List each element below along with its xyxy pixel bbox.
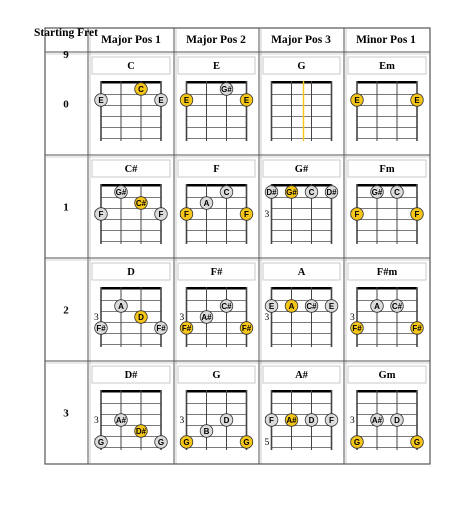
dot-note-label: C — [308, 187, 315, 197]
root-note-dot — [240, 94, 253, 107]
root-note-dot — [135, 425, 148, 438]
note-dot — [220, 414, 233, 427]
chord-name: Fm — [379, 164, 395, 175]
fretboard-nut — [101, 81, 161, 84]
note-dot — [265, 186, 278, 199]
dot-note-label: F — [414, 209, 420, 219]
dot-note-label: E — [354, 95, 360, 105]
note-dot — [325, 300, 338, 313]
dot-note-label: C — [223, 187, 230, 197]
chord-diagram — [178, 366, 255, 450]
fretboard-nut — [272, 287, 332, 290]
dot-note-label: F — [269, 415, 274, 425]
root-note-dot — [411, 436, 424, 449]
fretboard-nut — [272, 390, 332, 393]
dot-note-label: G — [243, 437, 250, 447]
header-col-2: Major Pos 2 — [186, 34, 246, 46]
dot-note-label: F# — [352, 323, 362, 333]
chord-diagram — [92, 57, 170, 141]
root-note-dot — [240, 208, 253, 221]
dot-note-label: A — [118, 301, 124, 311]
root-note-dot — [351, 208, 364, 221]
root-note-dot — [180, 322, 193, 335]
chord-name: F#m — [376, 267, 398, 278]
note-dot — [155, 436, 168, 449]
note-dot — [391, 186, 404, 199]
chord-name: F — [213, 164, 220, 175]
fretboard-nut — [357, 184, 417, 187]
fretboard-nut — [101, 184, 161, 187]
note-dot — [155, 208, 168, 221]
chord-diagram — [92, 263, 170, 347]
fret-position-number: 3 — [94, 416, 99, 426]
root-note-dot — [240, 322, 253, 335]
dot-note-label: D — [138, 312, 144, 322]
fretboard-nut — [272, 184, 332, 187]
fretboard-nut — [357, 287, 417, 290]
chord-name: Gm — [378, 370, 396, 381]
root-note-dot — [180, 94, 193, 107]
dot-note-label: F# — [412, 323, 422, 333]
note-dot — [115, 300, 128, 313]
dot-note-label: D# — [326, 187, 337, 197]
note-dot — [95, 208, 108, 221]
chord-diagram — [92, 160, 170, 244]
fretboard-nut — [187, 184, 247, 187]
root-note-dot — [180, 436, 193, 449]
note-dot — [391, 300, 404, 313]
dot-note-label: C — [394, 187, 400, 197]
dot-note-label: E — [158, 95, 164, 105]
chord-name: F# — [210, 267, 223, 278]
note-dot — [200, 425, 213, 438]
note-dot — [325, 186, 338, 199]
fret-position-number: 3 — [264, 313, 270, 323]
dot-note-label: C# — [135, 198, 147, 208]
chord-name: A# — [295, 370, 308, 381]
note-dot — [305, 186, 318, 199]
dot-note-label: G# — [221, 84, 232, 94]
chord-diagram — [348, 263, 426, 347]
root-note-dot — [351, 436, 364, 449]
fret-position-number: 3 — [350, 313, 355, 323]
dot-note-label: D — [394, 415, 400, 425]
note-dot — [200, 197, 213, 210]
row-start-fret-label: 3 — [63, 407, 69, 420]
row-start-fret-label: 1 — [63, 201, 69, 214]
chord-name: C# — [124, 164, 138, 175]
fret-position-number: 3 — [350, 416, 355, 426]
dot-note-label: G# — [371, 187, 383, 197]
note-dot — [200, 311, 213, 324]
dot-note-label: B — [203, 426, 210, 436]
note-dot — [305, 300, 318, 313]
dot-note-label: F — [158, 209, 164, 219]
chord-diagram — [178, 160, 255, 244]
note-dot — [305, 414, 318, 427]
root-note-dot — [411, 322, 424, 335]
dot-note-label: A# — [115, 415, 127, 425]
table-border — [45, 28, 430, 464]
dot-note-label: E — [414, 95, 420, 105]
dot-note-label: G — [183, 437, 190, 447]
note-dot — [371, 414, 384, 427]
dot-note-label: E — [243, 95, 250, 105]
root-note-dot — [285, 186, 298, 199]
chord-name: D — [127, 267, 135, 278]
chord-diagram — [263, 160, 340, 244]
note-dot — [371, 186, 384, 199]
fretboard-nut — [357, 81, 417, 84]
fret-position-number: 3 — [179, 416, 185, 426]
root-note-dot — [351, 94, 364, 107]
dot-note-label: G — [97, 437, 105, 447]
dot-note-label: G# — [286, 187, 297, 197]
dot-note-label: G — [413, 437, 421, 447]
dot-note-label: F# — [96, 323, 106, 333]
note-dot — [220, 83, 233, 96]
chord-name: A — [297, 267, 306, 278]
root-note-dot — [285, 414, 298, 427]
chord-name: G — [212, 370, 221, 381]
root-note-dot — [351, 322, 364, 335]
row-start-fret-label: 2 — [63, 304, 69, 317]
note-dot — [115, 414, 128, 427]
root-note-dot — [135, 197, 148, 210]
fret-position-number: 3 — [94, 313, 99, 323]
note-dot — [391, 414, 404, 427]
dot-note-label: F — [244, 209, 249, 219]
dot-note-label: E — [183, 95, 190, 105]
chord-diagram — [348, 366, 426, 450]
root-note-dot — [135, 83, 148, 96]
note-dot — [95, 322, 108, 335]
fret-position-number: 3 — [179, 313, 185, 323]
note-dot — [95, 94, 108, 107]
dot-note-label: A — [374, 301, 380, 311]
dot-note-label: E — [98, 95, 104, 105]
dot-note-label: A — [288, 301, 295, 311]
dot-note-label: G# — [115, 187, 127, 197]
header-col-4: Minor Pos 1 — [356, 34, 416, 46]
fret-position-number: 3 — [264, 210, 270, 220]
note-dot — [265, 414, 278, 427]
note-dot — [155, 94, 168, 107]
dot-note-label: A# — [286, 415, 297, 425]
dot-note-label: D — [308, 415, 315, 425]
chord-name: E — [212, 61, 221, 72]
starting-fret-overlap-digit: 9 — [63, 49, 69, 61]
dot-note-label: F — [329, 415, 334, 425]
chord-cells — [63, 57, 426, 450]
chord-name: G# — [294, 164, 309, 175]
root-note-dot — [135, 311, 148, 324]
header-col-3: Major Pos 3 — [271, 34, 331, 46]
dot-note-label: F — [354, 209, 360, 219]
note-dot — [220, 186, 233, 199]
root-note-dot — [240, 436, 253, 449]
fretboard-nut — [187, 390, 247, 393]
dot-note-label: E — [268, 301, 275, 311]
dot-note-label: C — [138, 84, 144, 94]
chart-header — [34, 27, 416, 46]
chord-name: D# — [124, 370, 138, 381]
dot-note-label: F# — [156, 323, 166, 333]
fretboard-nut — [357, 390, 417, 393]
chord-diagram — [348, 160, 426, 244]
starting-fret-header: Starting Fret — [34, 27, 98, 39]
dot-note-label: G — [353, 437, 361, 447]
root-note-dot — [411, 94, 424, 107]
dot-note-label: A# — [201, 312, 212, 322]
fretboard-nut — [101, 287, 161, 290]
fret-position-number: 5 — [264, 438, 270, 448]
dot-note-label: F# — [181, 323, 192, 333]
note-dot — [265, 300, 278, 313]
note-dot — [115, 186, 128, 199]
dot-note-label: D# — [135, 426, 147, 436]
chord-diagram — [178, 263, 255, 347]
header-col-1: Major Pos 1 — [101, 34, 161, 46]
note-dot — [371, 300, 384, 313]
root-note-dot — [411, 208, 424, 221]
root-note-dot — [180, 208, 193, 221]
dot-note-label: E — [328, 301, 335, 311]
chord-diagram — [263, 263, 340, 347]
row-start-fret-label: 0 — [63, 98, 69, 111]
fretboard-nut — [101, 390, 161, 393]
dot-note-label: D# — [266, 187, 277, 197]
dot-note-label: G — [157, 437, 165, 447]
note-dot — [155, 322, 168, 335]
chord-diagram — [263, 366, 340, 450]
chord-name: Em — [379, 61, 395, 72]
chord-diagram — [178, 57, 255, 141]
chord-diagram — [92, 366, 170, 450]
dot-note-label: C# — [221, 301, 232, 311]
note-dot — [325, 414, 338, 427]
note-dot — [95, 436, 108, 449]
fretboard-nut — [272, 81, 332, 84]
fretboard-nut — [187, 287, 247, 290]
dot-note-label: C# — [306, 301, 317, 311]
root-note-dot — [285, 300, 298, 313]
dot-note-label: C# — [391, 301, 403, 311]
chart-table — [45, 28, 430, 464]
dot-note-label: D — [223, 415, 230, 425]
dot-note-label: A — [203, 198, 210, 208]
chord-diagram — [263, 57, 340, 141]
dot-note-label: F — [98, 209, 104, 219]
fretboard-nut — [187, 81, 247, 84]
chord-name: G — [297, 61, 306, 72]
dot-note-label: F — [184, 209, 189, 219]
note-dot — [220, 300, 233, 313]
dot-note-label: F# — [241, 323, 252, 333]
chord-name: C — [127, 61, 135, 72]
chord-diagram — [348, 57, 426, 141]
dot-note-label: A# — [371, 415, 383, 425]
